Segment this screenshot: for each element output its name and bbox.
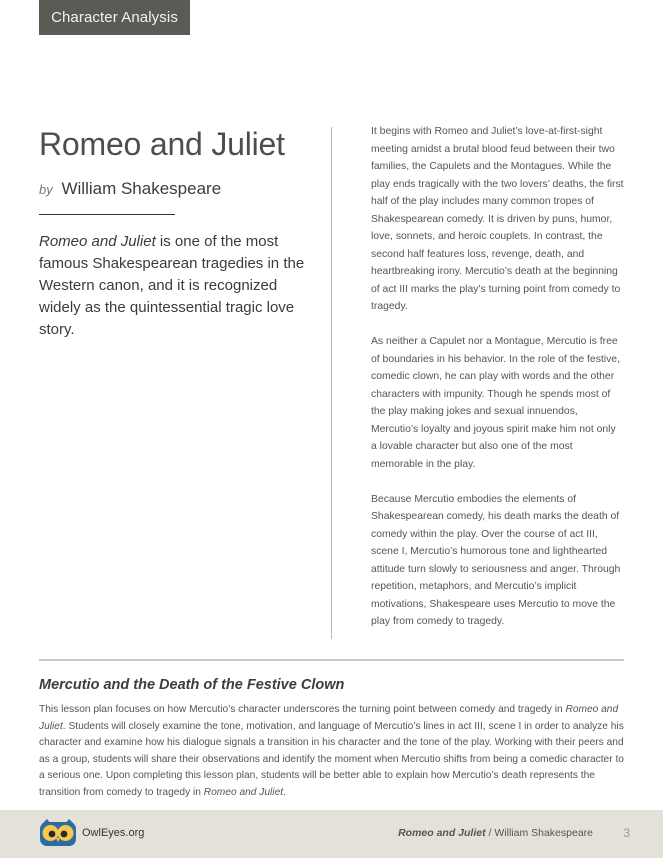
analysis-paragraph-2: As neither a Capulet nor a Montague, Mercutio is free of boundaries in his behavior. In the role of the festive, comedic clown, he can play with words and the other characters with impunity. Though he spends most of the play making jokes and sexual innuendos, Mercutio’s loyalty and joyous spirit make him not only a lovable character but also one of the most memorable in the play. bbox=[371, 336, 620, 470]
lesson-text-2: . Students will closely examine the tone, motivation, and language of Mercutio’s lines in act III, scene I in order to analyze his character and examine how his dialogue signals a transition in his character and the tone of the play. Working with their peers and as a group, students will share their observations and identify the moment when Mercutio shifts from being a comedic character to a serious one. Upon completing this lesson plan, students will be better able to explain how Mercutio’s death represents the transition from comedy to tragedy in bbox=[39, 720, 624, 798]
intro-text: is one of the most famous Shakespearean tragedies in the Western canon, and it is recognized widely as the quintessential tragic love story. bbox=[39, 233, 305, 338]
lesson-summary bbox=[39, 702, 625, 801]
lesson-work-title-1: Romeo and Juliet bbox=[39, 704, 619, 732]
page-number: 3 bbox=[623, 826, 630, 840]
footer-author: William Shakespeare bbox=[494, 827, 593, 839]
footer-work-title: Romeo and Juliet bbox=[398, 827, 486, 839]
author-name: William Shakespeare bbox=[61, 179, 222, 198]
byline-by: by bbox=[39, 182, 53, 197]
lesson-text-3: . bbox=[283, 786, 286, 798]
column-divider bbox=[331, 127, 332, 639]
section-tag: Character Analysis bbox=[39, 0, 190, 35]
page-title: Romeo and Juliet bbox=[39, 126, 285, 162]
owl-logo-icon[interactable] bbox=[39, 819, 77, 847]
byline bbox=[39, 179, 221, 199]
footer-separator: / bbox=[485, 827, 495, 839]
intro-work-title: Romeo and Juliet bbox=[39, 233, 156, 250]
lesson-work-title-2: Romeo and Juliet bbox=[203, 786, 284, 798]
lesson-text-1: This lesson plan focuses on how Mercutio’s character underscores the turning point between comedy and tragedy in bbox=[39, 704, 566, 715]
lesson-heading: Mercutio and the Death of the Festive Clown bbox=[39, 677, 345, 693]
analysis-paragraph-1: It begins with Romeo and Juliet’s love-at-first-sight meeting amidst a brutal blood feud between their two families, the Capulets and the Montagues. While the play ends tragically with the two lovers’ deaths, the first half of the play includes many common tropes of Shakespearean comedy. It is driven by puns, humor, love, sonnets, and heroic couplets. In contrast, the second half features loss, revenge, death, and heartbreaking irony. Mercutio’s death at the beginning of act III marks the play’s turning point from comedy to tragedy. bbox=[371, 126, 624, 312]
brand-link[interactable]: OwlEyes.org bbox=[82, 827, 145, 839]
footer-breadcrumb bbox=[398, 827, 593, 839]
title-underline bbox=[39, 214, 175, 215]
intro-paragraph bbox=[39, 231, 309, 341]
section-divider bbox=[39, 659, 624, 661]
analysis-column bbox=[371, 123, 624, 648]
page-footer bbox=[0, 810, 663, 858]
analysis-paragraph-3: Because Mercutio embodies the elements of Shakespearean comedy, his death marks the death of comedy within the play. Over the course of act III, scene I, Mercutio’s humorous tone and lighthearted attitude turn slowly to seriousness and anger. Through repetition, metaphors, and Mercutio’s implicit motivations, Shakespeare uses Mercutio to move the play from comedy to tragedy. bbox=[371, 493, 621, 627]
